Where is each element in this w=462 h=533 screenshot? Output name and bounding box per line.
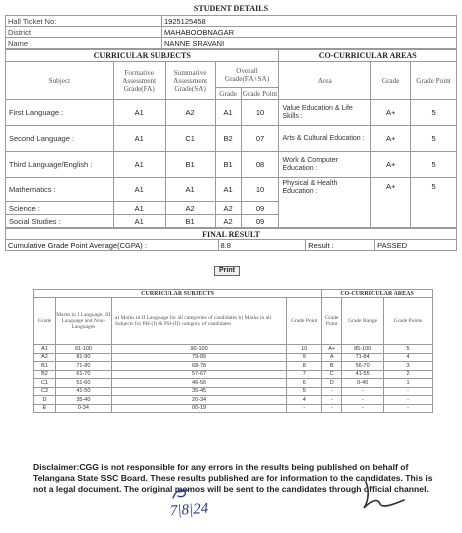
table-row bbox=[6, 100, 457, 126]
grade-key-table bbox=[33, 289, 433, 413]
key-marks2: 90-100 bbox=[111, 345, 286, 354]
key-co-grade: - bbox=[322, 396, 342, 405]
overall-column-header: Overall Grade(FA+SA) bbox=[215, 62, 279, 88]
key-marks2: 35-45 bbox=[111, 387, 286, 396]
key-co-range: 41-55 bbox=[342, 370, 384, 379]
key-co-points: 5 bbox=[384, 345, 433, 354]
name-value: NANNE SRAVANI bbox=[162, 38, 457, 49]
table-row bbox=[34, 387, 433, 396]
key-co-grade-range-header: Grade Range bbox=[342, 298, 384, 345]
key-marks2: 46-56 bbox=[111, 379, 286, 388]
key-co-range: - bbox=[342, 387, 384, 396]
key-gp: 10 bbox=[287, 345, 322, 354]
key-gp: 5 bbox=[287, 387, 322, 396]
key-co-grade-point-header: Grade Point bbox=[322, 298, 342, 345]
sa-grade: A2 bbox=[165, 100, 215, 126]
sa-grade: A1 bbox=[165, 178, 215, 202]
sa-grade: B1 bbox=[165, 215, 215, 228]
grade-point: 07 bbox=[241, 126, 279, 152]
subject-name: Social Studies : bbox=[6, 215, 114, 228]
table-row bbox=[34, 396, 433, 405]
key-marks1: 91-100 bbox=[55, 345, 111, 354]
key-grade: B2 bbox=[34, 370, 56, 379]
subject-name: Second Language : bbox=[6, 126, 114, 152]
key-grade: E bbox=[34, 404, 56, 413]
key-gp: 7 bbox=[287, 370, 322, 379]
key-co-points: - bbox=[384, 404, 433, 413]
grade-point: 09 bbox=[241, 202, 279, 215]
key-co-grade: B bbox=[322, 362, 342, 371]
co-area-name: Work & Computer Education : bbox=[279, 152, 371, 178]
key-marks2: 00-19 bbox=[111, 404, 286, 413]
sa-grade: A2 bbox=[165, 202, 215, 215]
overall-grade: A1 bbox=[215, 100, 241, 126]
co-area-name: Value Education & Life Skills : bbox=[279, 100, 371, 126]
co-grade-point: 5 bbox=[411, 152, 457, 178]
key-co-range: 56-70 bbox=[342, 362, 384, 371]
key-co-range: - bbox=[342, 404, 384, 413]
key-co-points: - bbox=[384, 396, 433, 405]
co-grade-point: 5 bbox=[411, 126, 457, 152]
area-column-header: Area bbox=[279, 62, 371, 100]
key-co-points: 3 bbox=[384, 362, 433, 371]
subject-name: Mathematics : bbox=[6, 178, 114, 202]
district-row bbox=[6, 27, 457, 38]
key-co-grade: - bbox=[322, 404, 342, 413]
overall-grade: A2 bbox=[215, 215, 241, 228]
district-value: MAHABOOBNAGAR bbox=[162, 27, 457, 38]
fa-grade: A1 bbox=[113, 152, 165, 178]
fa-grade: A1 bbox=[113, 202, 165, 215]
key-marks2: 68-78 bbox=[111, 362, 286, 371]
fa-grade: A1 bbox=[113, 215, 165, 228]
key-grade: A2 bbox=[34, 353, 56, 362]
overall-grade-point-header: Grade Point bbox=[242, 89, 278, 98]
key-co-points: 2 bbox=[384, 370, 433, 379]
key-grade-header: Grade bbox=[34, 298, 56, 345]
key-co-range: 0-40 bbox=[342, 379, 384, 388]
key-marks1: 61-70 bbox=[55, 370, 111, 379]
subject-name: Third Language/English : bbox=[6, 152, 114, 178]
key-marks1: 41-50 bbox=[55, 387, 111, 396]
key-grade: A1 bbox=[34, 345, 56, 354]
key-gp: - bbox=[287, 404, 322, 413]
name-label: Name bbox=[6, 38, 162, 49]
key-marks1: 81-90 bbox=[55, 353, 111, 362]
co-grade-column-header: Grade bbox=[371, 62, 411, 100]
cocurricular-section-title: CO-CURRICULAR AREAS bbox=[279, 50, 457, 62]
grade-point: 08 bbox=[241, 152, 279, 178]
key-co-grade: C bbox=[322, 370, 342, 379]
fa-grade: A1 bbox=[113, 126, 165, 152]
co-grade: A+ bbox=[371, 178, 411, 228]
table-row bbox=[34, 379, 433, 388]
co-grade-point: 5 bbox=[411, 100, 457, 126]
result-label: Result : bbox=[306, 240, 375, 251]
handwritten-date: 7|8|24 bbox=[169, 500, 209, 520]
key-co-range: 85-100 bbox=[342, 345, 384, 354]
key-co-grade-points-header: Grade Points bbox=[384, 298, 433, 345]
key-co-grade: - bbox=[322, 387, 342, 396]
table-row bbox=[34, 345, 433, 354]
disclaimer-text: Disclaimer:CGG is not responsible for any errors in the results being published on behalf of Telangana State SSC Board. These results published are for information to the candidates. This is not a legal document. The original memos will be sent to the candidates through official channel. bbox=[33, 462, 433, 494]
co-grade: A+ bbox=[371, 126, 411, 152]
final-result-table bbox=[5, 228, 457, 251]
overall-grade: B1 bbox=[215, 152, 241, 178]
key-co-grade: A+ bbox=[322, 345, 342, 354]
curricular-section-title: CURRICULAR SUBJECTS bbox=[6, 50, 279, 62]
key-marks2: 20-34 bbox=[111, 396, 286, 405]
co-area-name: Physical & Health Education : bbox=[279, 178, 371, 228]
result-value: PASSED bbox=[375, 240, 457, 251]
initials-mark-icon bbox=[170, 486, 192, 502]
table-row bbox=[34, 404, 433, 413]
sa-grade: C1 bbox=[165, 126, 215, 152]
overall-grade-header: Grade bbox=[215, 88, 241, 100]
results-sheet bbox=[5, 4, 457, 251]
key-curricular-title: CURRICULAR SUBJECTS bbox=[34, 290, 322, 298]
overall-grade: A2 bbox=[215, 202, 241, 215]
co-grade: A+ bbox=[371, 100, 411, 126]
key-co-range: - bbox=[342, 396, 384, 405]
subject-name: Science : bbox=[6, 202, 114, 215]
key-co-range: 71-84 bbox=[342, 353, 384, 362]
key-co-points: 4 bbox=[384, 353, 433, 362]
table-row bbox=[6, 178, 457, 202]
signature-icon bbox=[360, 478, 410, 514]
district-label: District bbox=[6, 27, 162, 38]
grade-point: 10 bbox=[241, 178, 279, 202]
print-button[interactable]: Print bbox=[214, 266, 240, 276]
key-co-grade: D bbox=[322, 379, 342, 388]
hall-ticket-label: Hall Ticket No: bbox=[6, 16, 162, 27]
cgpa-value: 8.8 bbox=[218, 240, 306, 251]
co-grade-point: 5 bbox=[411, 178, 457, 228]
key-marks1: 71-80 bbox=[55, 362, 111, 371]
co-grade: A+ bbox=[371, 152, 411, 178]
cgpa-label: Cumulative Grade Point Average(CGPA) : bbox=[6, 240, 219, 251]
subject-column-header: Subject bbox=[6, 62, 114, 100]
key-gp: 6 bbox=[287, 379, 322, 388]
key-grade: C2 bbox=[34, 387, 56, 396]
co-grade-point-column-header: Grade Point bbox=[411, 62, 457, 100]
final-result-title: FINAL RESULT bbox=[6, 229, 457, 240]
key-gp: 9 bbox=[287, 353, 322, 362]
subjects-table bbox=[5, 49, 457, 228]
key-marks1: 51-60 bbox=[55, 379, 111, 388]
subject-name: First Language : bbox=[6, 100, 114, 126]
key-marks2: 79-89 bbox=[111, 353, 286, 362]
key-marks2-header: a) Marks in II Language for all categories of candidates b) Marks in all Subjects for PH-(I) & PH-(II) category of candidates bbox=[111, 298, 286, 345]
grade-point: 10 bbox=[241, 100, 279, 126]
key-marks1: 0-34 bbox=[55, 404, 111, 413]
key-co-points: - bbox=[384, 387, 433, 396]
fa-column-header: Formative Assessment Grade(FA) bbox=[113, 62, 165, 100]
sa-grade: B1 bbox=[165, 152, 215, 178]
student-details-title: STUDENT DETAILS bbox=[193, 4, 269, 13]
table-row bbox=[6, 126, 457, 152]
key-cocurricular-title: CO-CURRICULAR AREAS bbox=[322, 290, 433, 298]
key-gp: 8 bbox=[287, 362, 322, 371]
student-info-table bbox=[5, 15, 457, 49]
name-row bbox=[6, 38, 457, 49]
overall-grade: B2 bbox=[215, 126, 241, 152]
key-grade: B1 bbox=[34, 362, 56, 371]
key-grade: D bbox=[34, 396, 56, 405]
table-row bbox=[34, 353, 433, 362]
table-row bbox=[6, 152, 457, 178]
key-grade-point-header: Grade Point bbox=[287, 298, 322, 345]
sa-column-header: Summative Assessment Grade(SA) bbox=[165, 62, 215, 100]
grade-point: 09 bbox=[241, 215, 279, 228]
table-row bbox=[34, 362, 433, 371]
key-co-grade: A bbox=[322, 353, 342, 362]
key-marks2: 57-67 bbox=[111, 370, 286, 379]
hall-ticket-row bbox=[6, 16, 457, 27]
table-row bbox=[34, 370, 433, 379]
co-area-name: Arts & Cultural Education : bbox=[279, 126, 371, 152]
key-marks1-header: Marks in I Language, III Language and Non-Languages bbox=[55, 298, 111, 345]
fa-grade: A1 bbox=[113, 178, 165, 202]
key-co-points: 1 bbox=[384, 379, 433, 388]
key-grade: C1 bbox=[34, 379, 56, 388]
hall-ticket-value: 1925125458 bbox=[162, 16, 457, 27]
overall-grade: A1 bbox=[215, 178, 241, 202]
key-marks1: 35-40 bbox=[55, 396, 111, 405]
key-gp: 4 bbox=[287, 396, 322, 405]
fa-grade: A1 bbox=[113, 100, 165, 126]
